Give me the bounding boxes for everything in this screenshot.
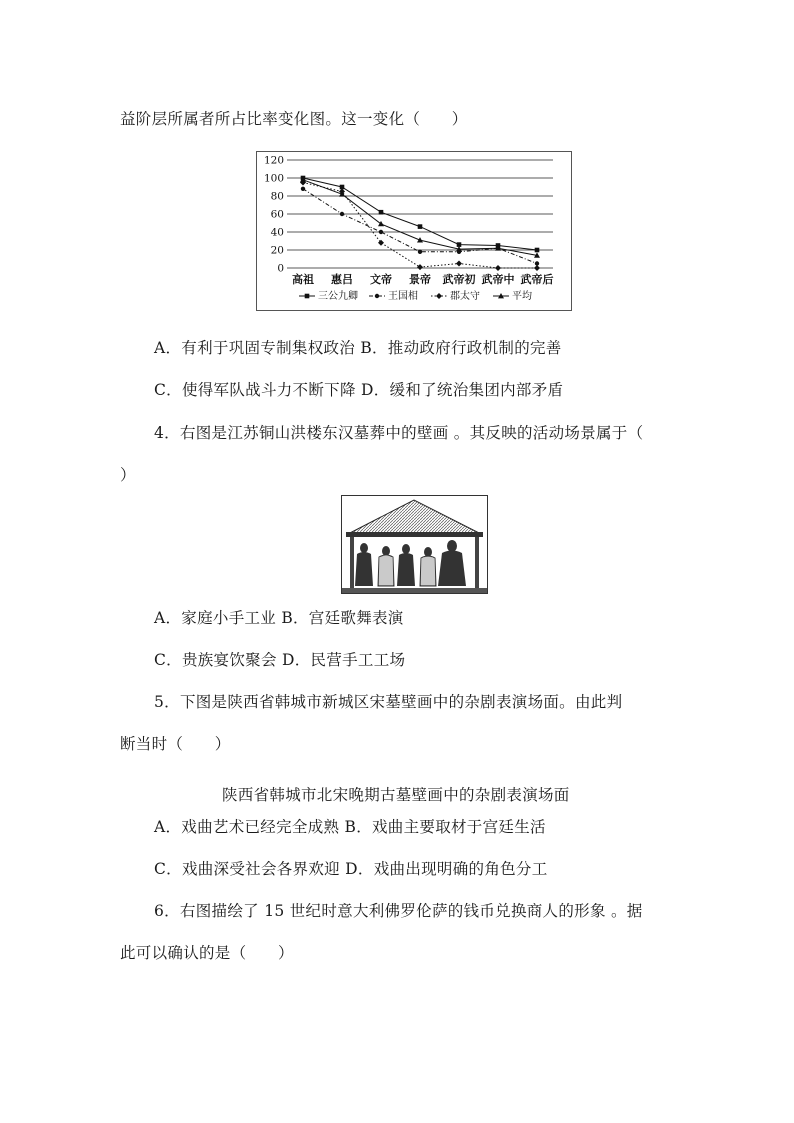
line-chart	[256, 151, 572, 311]
legend-label: 三公九卿	[318, 291, 358, 302]
x-tick-label: 文帝	[370, 273, 392, 286]
x-tick-label: 武帝中	[481, 273, 515, 286]
y-tick-label: 0	[277, 262, 284, 275]
series-2-point	[456, 261, 462, 267]
y-tick-label: 80	[270, 190, 284, 203]
series-line-3	[303, 180, 537, 256]
x-tick-label: 武帝初	[442, 273, 476, 286]
series-2-point	[534, 265, 540, 271]
legend-swatch-marker	[375, 294, 379, 298]
x-tick-label: 武帝后	[520, 273, 554, 286]
series-0-point	[379, 210, 384, 215]
q5-options-row-1: A．戏曲艺术已经完全成熟 B．戏曲主要取材于宫廷生活	[154, 818, 546, 836]
x-tick-label: 惠吕	[331, 273, 353, 286]
q5-options-row-2: C．戏曲深受社会各界欢迎 D．戏曲出现明确的角色分工	[154, 860, 548, 878]
q5-figure-caption: 陕西省韩城市北宋晚期古墓壁画中的杂剧表演场面	[222, 786, 570, 804]
x-tick-label: 高祖	[292, 273, 314, 286]
q4-options-row-1: A．家庭小手工业 B．宫廷歌舞表演	[154, 609, 404, 627]
series-1-point	[301, 187, 305, 191]
legend-swatch-marker	[436, 293, 442, 299]
y-tick-label: 120	[263, 154, 284, 167]
legend-label: 郡太守	[450, 291, 480, 302]
series-2-point	[417, 264, 423, 270]
q3-options-row-2: C．使得军队战斗力不断下降 D．缓和了统治集团内部矛盾	[154, 381, 564, 399]
q6-stem-line-1: 6．右图描绘了 15 世纪时意大利佛罗伦萨的钱币兑换商人的形象 。据	[154, 902, 643, 920]
y-tick-label: 20	[270, 244, 284, 257]
legend-label: 王国相	[388, 291, 418, 302]
intro-tail: 益阶层所属者所占比率变化图。这一变化（ ）	[120, 110, 468, 128]
series-0-point	[535, 248, 540, 253]
y-tick-label: 40	[270, 226, 284, 239]
series-1-point	[340, 212, 344, 216]
series-0-point	[418, 224, 423, 229]
q6-stem-line-2: 此可以确认的是（ ）	[120, 944, 294, 962]
series-3-point	[417, 237, 423, 242]
legend-label: 平均	[512, 291, 532, 302]
series-1-point	[379, 230, 383, 234]
q4-stem-line-1: 4．右图是江苏铜山洪楼东汉墓葬中的壁画 。其反映的活动场景属于（	[154, 424, 644, 442]
q4-stem-line-2: ）	[120, 466, 136, 484]
legend-swatch-marker	[305, 294, 310, 299]
x-tick-label: 景帝	[409, 273, 431, 286]
q5-stem-line-2: 断当时（ ）	[120, 735, 231, 753]
han-mural-image	[341, 495, 488, 594]
series-2-point	[495, 265, 501, 271]
q3-options-row-1: A．有利于巩固专制集权政治 B．推动政府行政机制的完善	[154, 339, 562, 357]
q4-options-row-2: C．贵族宴饮聚会 D．民营手工工场	[154, 651, 406, 669]
series-1-point	[418, 250, 422, 254]
y-tick-label: 60	[270, 208, 284, 221]
y-tick-label: 100	[263, 172, 284, 185]
line-chart-svg	[257, 152, 571, 310]
q5-stem-line-1: 5．下图是陕西省韩城市新城区宋墓壁画中的杂剧表演场面。由此判	[154, 693, 623, 711]
